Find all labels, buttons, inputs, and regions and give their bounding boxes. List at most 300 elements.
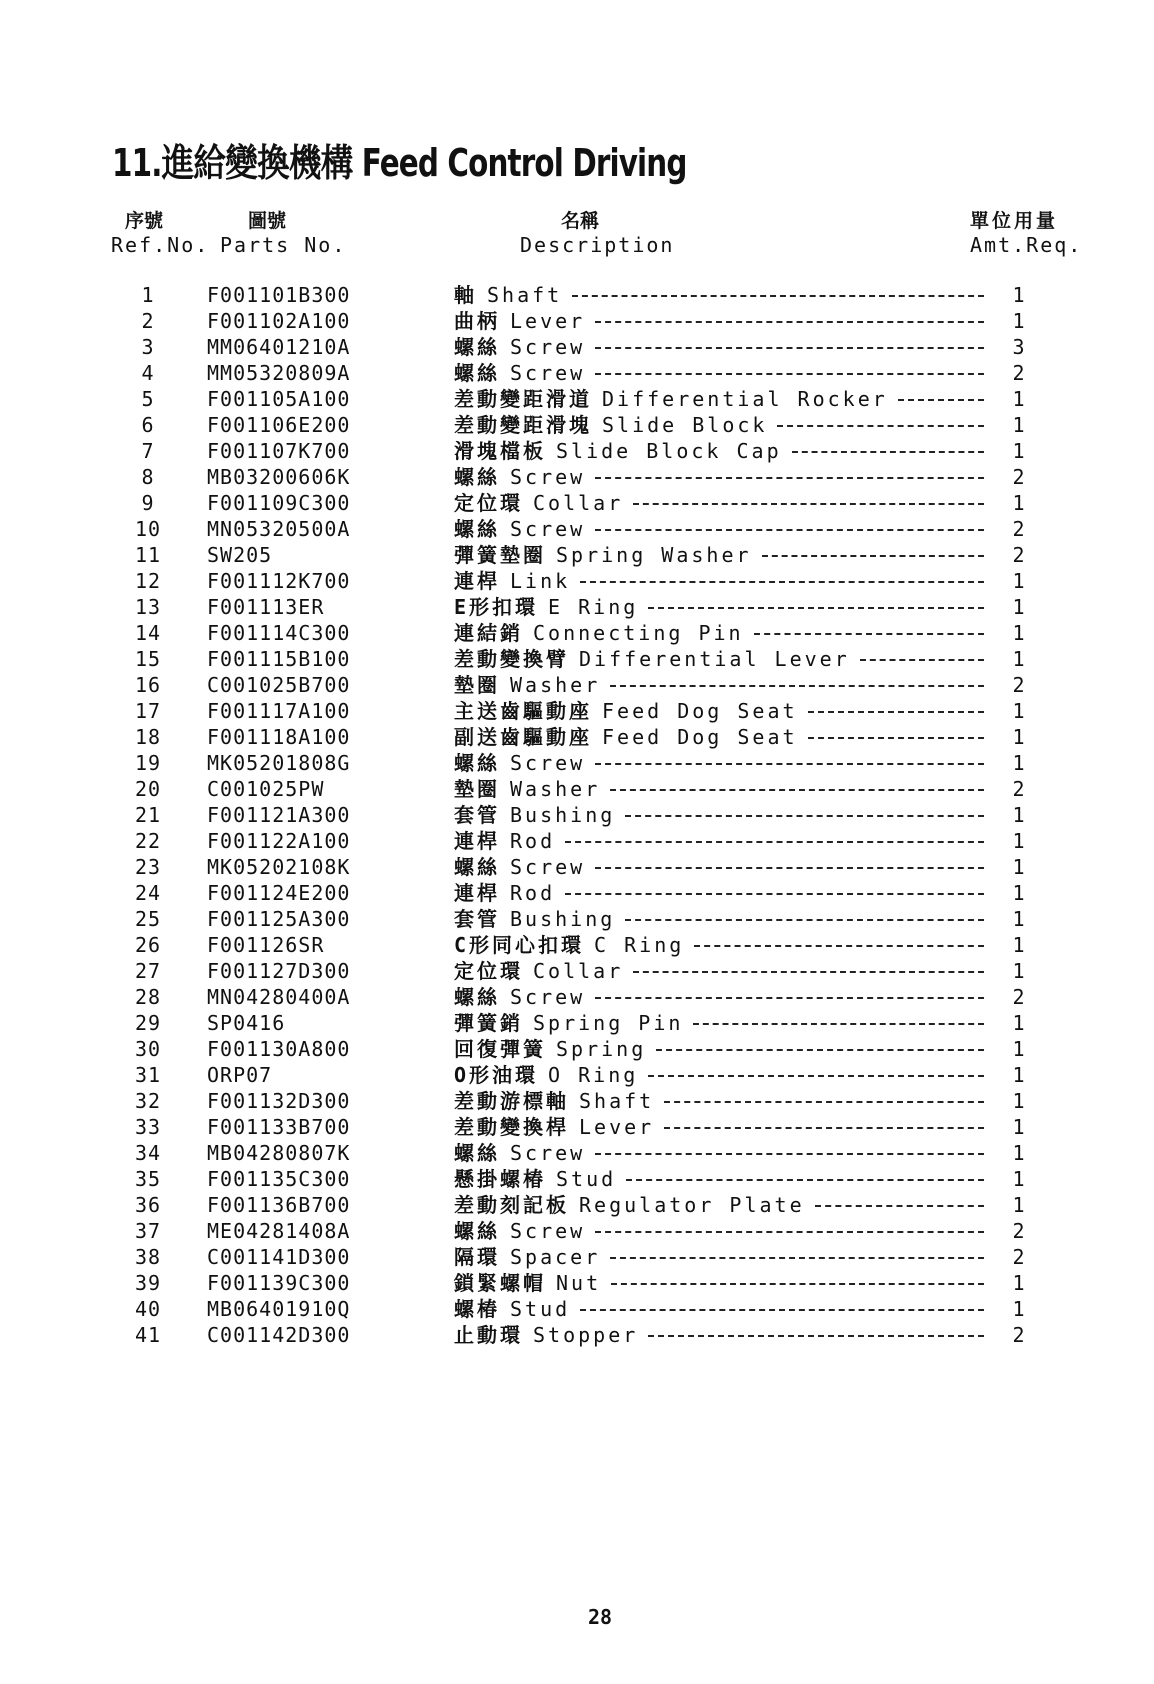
description-zh: 套管 [454, 907, 500, 931]
description-en: Spring Pin [533, 1011, 684, 1035]
leader-line [648, 1075, 984, 1077]
table-row [0, 1322, 1154, 1348]
parts-no-cell: C001025B700 [207, 673, 351, 697]
ref-no-cell: 35 [134, 1167, 162, 1191]
description-cell [454, 1192, 984, 1218]
description-zh: 差動變距滑塊 [454, 413, 592, 437]
description-cell [454, 1322, 984, 1348]
amt-req-cell: 1 [1012, 803, 1026, 827]
ref-no-cell: 37 [134, 1219, 162, 1243]
description-cell [454, 932, 984, 958]
ref-no-cell: 11 [134, 543, 162, 567]
amt-req-cell: 1 [1012, 1193, 1026, 1217]
parts-no-cell: F001130A800 [207, 1037, 351, 1061]
table-row [0, 932, 1154, 958]
table-row [0, 646, 1154, 672]
description-en: Regulator Plate [579, 1193, 805, 1217]
description-cell [454, 776, 984, 802]
ref-no-cell: 20 [134, 777, 162, 801]
amt-req-cell: 2 [1012, 517, 1026, 541]
leader-line [595, 997, 984, 999]
ref-no-cell: 32 [134, 1089, 162, 1113]
parts-no-cell: F001117A100 [207, 699, 351, 723]
description-cell [454, 854, 984, 880]
description-en: Bushing [510, 803, 616, 827]
description-cell [454, 438, 984, 464]
description-cell [454, 1114, 984, 1140]
ref-no-cell: 22 [134, 829, 162, 853]
leader-line [664, 1101, 984, 1103]
table-row [0, 776, 1154, 802]
parts-no-cell: F001118A100 [207, 725, 351, 749]
description-zh: E形扣環 [454, 595, 539, 619]
table-row [0, 880, 1154, 906]
ref-no-cell: 26 [134, 933, 162, 957]
ref-no-cell: 21 [134, 803, 162, 827]
table-row [0, 750, 1154, 776]
ref-no-cell: 3 [141, 335, 155, 359]
table-row [0, 1296, 1154, 1322]
parts-no-cell: MB03200606K [207, 465, 351, 489]
table-row [0, 698, 1154, 724]
ref-no-cell: 4 [141, 361, 155, 385]
parts-no-header-zh: 圖號 [248, 210, 287, 232]
description-cell [454, 1166, 984, 1192]
description-cell [454, 568, 984, 594]
amt-req-cell: 1 [1012, 725, 1026, 749]
parts-no-cell: F001113ER [207, 595, 325, 619]
leader-line [625, 815, 984, 817]
leader-line [633, 503, 984, 505]
description-zh: 連結銷 [454, 621, 523, 645]
ref-no-cell: 7 [141, 439, 155, 463]
description-en: Shaft [579, 1089, 655, 1113]
description-en: Stud [556, 1167, 617, 1191]
amt-req-cell: 2 [1012, 673, 1026, 697]
leader-line [595, 477, 984, 479]
ref-no-cell: 19 [134, 751, 162, 775]
parts-no-cell: MB04280807K [207, 1141, 351, 1165]
description-en: Screw [510, 1219, 586, 1243]
ref-no-cell: 27 [134, 959, 162, 983]
description-zh: 螺絲 [454, 465, 500, 489]
description-cell [454, 984, 984, 1010]
amt-req-cell: 1 [1012, 1115, 1026, 1139]
amt-req-cell: 1 [1012, 647, 1026, 671]
parts-no-cell: F001139C300 [207, 1271, 351, 1295]
leader-line [754, 633, 984, 635]
ref-no-cell: 1 [141, 283, 155, 307]
description-en: Screw [510, 361, 586, 385]
table-row [0, 594, 1154, 620]
parts-no-cell: F001115B100 [207, 647, 351, 671]
ref-no-cell: 34 [134, 1141, 162, 1165]
parts-no-cell: F001109C300 [207, 491, 351, 515]
table-row [0, 282, 1154, 308]
ref-no-cell: 15 [134, 647, 162, 671]
description-cell [454, 828, 984, 854]
leader-line [595, 867, 984, 869]
table-row [0, 490, 1154, 516]
ref-no-cell: 36 [134, 1193, 162, 1217]
description-zh: 軸 [454, 283, 477, 307]
ref-no-cell: 2 [141, 309, 155, 333]
leader-line [611, 1283, 984, 1285]
description-zh: 差動變距滑道 [454, 387, 592, 411]
leader-line [792, 451, 984, 453]
ref-no-cell: 16 [134, 673, 162, 697]
description-en: Stud [510, 1297, 571, 1321]
description-cell [454, 282, 984, 308]
parts-no-cell: C001025PW [207, 777, 325, 801]
table-row [0, 958, 1154, 984]
description-zh: 懸掛螺椿 [454, 1167, 546, 1191]
description-zh: 滑塊檔板 [454, 439, 546, 463]
parts-no-cell: F001125A300 [207, 907, 351, 931]
description-en: Lever [510, 309, 586, 333]
amt-req-cell: 1 [1012, 1297, 1026, 1321]
table-row [0, 386, 1154, 412]
ref-no-cell: 14 [134, 621, 162, 645]
description-zh: 螺絲 [454, 1219, 500, 1243]
leader-line [648, 607, 984, 609]
leader-line [694, 945, 984, 947]
ref-no-cell: 6 [141, 413, 155, 437]
parts-no-cell: F001124E200 [207, 881, 351, 905]
description-en: Spring Washer [556, 543, 752, 567]
description-zh: 彈簧銷 [454, 1011, 523, 1035]
description-zh: 套管 [454, 803, 500, 827]
parts-no-cell: F001121A300 [207, 803, 351, 827]
description-en: Link [510, 569, 571, 593]
ref-no-cell: 30 [134, 1037, 162, 1061]
leader-line [595, 373, 984, 375]
table-row [0, 906, 1154, 932]
amt-req-header-zh: 單位用量 [970, 210, 1059, 232]
parts-no-cell: F001136B700 [207, 1193, 351, 1217]
table-row [0, 802, 1154, 828]
ref-no-header-zh: 序號 [125, 210, 164, 232]
description-cell [454, 750, 984, 776]
amt-req-cell: 1 [1012, 413, 1026, 437]
leader-line [626, 1179, 984, 1181]
table-row [0, 464, 1154, 490]
ref-no-cell: 33 [134, 1115, 162, 1139]
amt-req-cell: 2 [1012, 1245, 1026, 1269]
amt-req-cell: 2 [1012, 465, 1026, 489]
table-row [0, 1036, 1154, 1062]
description-en: Washer [510, 673, 601, 697]
description-cell [454, 1270, 984, 1296]
description-en: Differential Lever [579, 647, 850, 671]
description-zh: 螺絲 [454, 985, 500, 1009]
description-cell [454, 1244, 984, 1270]
leader-line [633, 971, 984, 973]
amt-req-cell: 2 [1012, 543, 1026, 567]
leader-line [595, 529, 984, 531]
amt-req-cell: 1 [1012, 1037, 1026, 1061]
amt-req-cell: 1 [1012, 933, 1026, 957]
ref-no-cell: 23 [134, 855, 162, 879]
table-row [0, 1166, 1154, 1192]
description-en: Screw [510, 517, 586, 541]
description-en: Washer [510, 777, 601, 801]
description-zh: 螺絲 [454, 361, 500, 385]
amt-req-cell: 2 [1012, 1323, 1026, 1347]
description-en: Connecting Pin [533, 621, 744, 645]
table-row [0, 334, 1154, 360]
parts-no-cell: MM06401210A [207, 335, 351, 359]
description-zh: 差動變換臂 [454, 647, 569, 671]
description-zh: 止動環 [454, 1323, 523, 1347]
ref-no-cell: 18 [134, 725, 162, 749]
amt-req-cell: 1 [1012, 881, 1026, 905]
leader-line [762, 555, 984, 557]
description-zh: 副送齒驅動座 [454, 725, 592, 749]
table-row [0, 360, 1154, 386]
leader-line [610, 789, 984, 791]
description-header-en: Description [520, 233, 675, 257]
amt-req-cell: 1 [1012, 387, 1026, 411]
table-row [0, 724, 1154, 750]
description-en: Screw [510, 335, 586, 359]
description-cell [454, 516, 984, 542]
description-cell [454, 1010, 984, 1036]
leader-line [595, 347, 984, 349]
ref-no-cell: 8 [141, 465, 155, 489]
description-cell [454, 1140, 984, 1166]
amt-req-cell: 1 [1012, 1089, 1026, 1113]
table-row [0, 516, 1154, 542]
table-row [0, 1192, 1154, 1218]
leader-line [610, 1257, 984, 1259]
description-cell [454, 334, 984, 360]
table-row [0, 1088, 1154, 1114]
description-zh: 隔環 [454, 1245, 500, 1269]
parts-no-cell: MN05320500A [207, 517, 351, 541]
amt-req-cell: 1 [1012, 1011, 1026, 1035]
description-zh: 連桿 [454, 881, 500, 905]
description-en: Stopper [533, 1323, 639, 1347]
ref-no-header-en: Ref.No. [111, 233, 210, 257]
description-cell [454, 1218, 984, 1244]
leader-line [656, 1049, 984, 1051]
ref-no-cell: 24 [134, 881, 162, 905]
description-zh: 連桿 [454, 829, 500, 853]
amt-req-cell: 1 [1012, 569, 1026, 593]
table-row [0, 412, 1154, 438]
parts-no-cell: SP0416 [207, 1011, 286, 1035]
leader-line [595, 1153, 984, 1155]
parts-no-cell: F001126SR [207, 933, 325, 957]
parts-no-cell: F001135C300 [207, 1167, 351, 1191]
amt-req-cell: 1 [1012, 1141, 1026, 1165]
amt-req-cell: 1 [1012, 751, 1026, 775]
amt-req-cell: 2 [1012, 1219, 1026, 1243]
description-zh: 連桿 [454, 569, 500, 593]
amt-req-cell: 1 [1012, 699, 1026, 723]
description-en: Collar [533, 491, 624, 515]
description-cell [454, 594, 984, 620]
parts-no-cell: F001127D300 [207, 959, 351, 983]
parts-no-cell: MN04280400A [207, 985, 351, 1009]
parts-no-cell: ORP07 [207, 1063, 273, 1087]
description-zh: 主送齒驅動座 [454, 699, 592, 723]
ref-no-cell: 13 [134, 595, 162, 619]
leader-line [860, 659, 984, 661]
description-header-zh: 名稱 [561, 210, 600, 232]
description-en: Collar [533, 959, 624, 983]
table-row [0, 828, 1154, 854]
description-cell [454, 464, 984, 490]
description-cell [454, 1036, 984, 1062]
description-zh: 螺絲 [454, 1141, 500, 1165]
amt-req-cell: 3 [1012, 335, 1026, 359]
ref-no-cell: 38 [134, 1245, 162, 1269]
description-cell [454, 308, 984, 334]
parts-no-cell: F001106E200 [207, 413, 351, 437]
leader-line [595, 1231, 984, 1233]
leader-line [565, 841, 984, 843]
description-cell [454, 802, 984, 828]
parts-no-cell: F001102A100 [207, 309, 351, 333]
ref-no-cell: 10 [134, 517, 162, 541]
description-cell [454, 360, 984, 386]
table-row [0, 1244, 1154, 1270]
amt-req-cell: 1 [1012, 1271, 1026, 1295]
description-zh: 墊圈 [454, 673, 500, 697]
ref-no-cell: 39 [134, 1271, 162, 1295]
table-row [0, 308, 1154, 334]
leader-line [610, 685, 984, 687]
description-cell [454, 672, 984, 698]
description-en: O Ring [548, 1063, 639, 1087]
description-cell [454, 1296, 984, 1322]
amt-req-cell: 1 [1012, 1167, 1026, 1191]
parts-no-cell: F001132D300 [207, 1089, 351, 1113]
description-en: Rod [510, 829, 556, 853]
table-row [0, 984, 1154, 1010]
amt-req-header-en: Amt.Req. [970, 233, 1083, 257]
ref-no-cell: 29 [134, 1011, 162, 1035]
parts-no-cell: F001114C300 [207, 621, 351, 645]
parts-no-cell: MK05201808G [207, 751, 351, 775]
description-zh: 差動變換桿 [454, 1115, 569, 1139]
description-en: Rod [510, 881, 556, 905]
leader-line [595, 321, 984, 323]
description-cell [454, 542, 984, 568]
table-row [0, 542, 1154, 568]
description-en: Lever [579, 1115, 655, 1139]
ref-no-cell: 12 [134, 569, 162, 593]
parts-no-cell: F001107K700 [207, 439, 351, 463]
page-title: 11.進給變換機構 Feed Control Driving [112, 141, 687, 185]
description-en: E Ring [548, 595, 639, 619]
amt-req-cell: 2 [1012, 985, 1026, 1009]
description-cell [454, 880, 984, 906]
description-zh: 螺絲 [454, 335, 500, 359]
leader-line [625, 919, 984, 921]
description-zh: 定位環 [454, 959, 523, 983]
leader-line [815, 1205, 984, 1207]
parts-no-cell: F001101B300 [207, 283, 351, 307]
description-cell [454, 412, 984, 438]
table-row [0, 568, 1154, 594]
table-row [0, 1270, 1154, 1296]
table-row [0, 1140, 1154, 1166]
description-cell [454, 620, 984, 646]
leader-line [572, 295, 984, 297]
description-en: Slide Block [602, 413, 768, 437]
amt-req-cell: 1 [1012, 309, 1026, 333]
amt-req-cell: 2 [1012, 777, 1026, 801]
ref-no-cell: 17 [134, 699, 162, 723]
parts-no-cell: C001142D300 [207, 1323, 351, 1347]
ref-no-cell: 9 [141, 491, 155, 515]
description-en: Screw [510, 465, 586, 489]
table-row [0, 438, 1154, 464]
leader-line [595, 763, 984, 765]
parts-no-cell: MM05320809A [207, 361, 351, 385]
parts-no-cell: F001133B700 [207, 1115, 351, 1139]
description-cell [454, 1062, 984, 1088]
amt-req-cell: 1 [1012, 621, 1026, 645]
parts-no-cell: F001105A100 [207, 387, 351, 411]
leader-line [580, 1309, 984, 1311]
parts-no-cell: F001112K700 [207, 569, 351, 593]
description-en: Shaft [487, 283, 563, 307]
amt-req-cell: 1 [1012, 439, 1026, 463]
description-cell [454, 1088, 984, 1114]
description-en: Feed Dog Seat [602, 699, 798, 723]
description-cell [454, 490, 984, 516]
parts-no-cell: C001141D300 [207, 1245, 351, 1269]
parts-no-header-en: Parts No. [220, 233, 347, 257]
description-zh: 螺絲 [454, 751, 500, 775]
leader-line [808, 737, 984, 739]
leader-line [565, 893, 984, 895]
description-cell [454, 958, 984, 984]
leader-line [808, 711, 984, 713]
ref-no-cell: 5 [141, 387, 155, 411]
leader-line [648, 1335, 984, 1337]
description-zh: 螺絲 [454, 517, 500, 541]
description-cell [454, 386, 984, 412]
description-zh: 墊圈 [454, 777, 500, 801]
table-row [0, 620, 1154, 646]
ref-no-cell: 40 [134, 1297, 162, 1321]
description-en: Spacer [510, 1245, 601, 1269]
amt-req-cell: 1 [1012, 491, 1026, 515]
ref-no-cell: 25 [134, 907, 162, 931]
description-en: C Ring [594, 933, 685, 957]
ref-no-cell: 28 [134, 985, 162, 1009]
leader-line [777, 425, 984, 427]
description-zh: 螺絲 [454, 855, 500, 879]
leader-line [580, 581, 984, 583]
amt-req-cell: 1 [1012, 959, 1026, 983]
parts-no-cell: MB06401910Q [207, 1297, 351, 1321]
description-zh: 回復彈簧 [454, 1037, 546, 1061]
description-en: Nut [556, 1271, 602, 1295]
amt-req-cell: 2 [1012, 361, 1026, 385]
description-en: Screw [510, 751, 586, 775]
description-cell [454, 724, 984, 750]
description-zh: 差動游標軸 [454, 1089, 569, 1113]
parts-no-cell: SW205 [207, 543, 273, 567]
description-en: Spring [556, 1037, 647, 1061]
description-cell [454, 698, 984, 724]
